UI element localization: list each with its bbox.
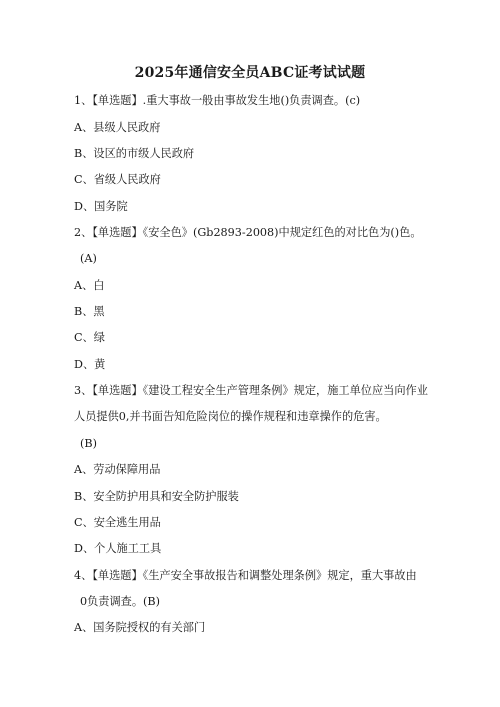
- question-4-stem-line-1: 4、【单选题】《生产安全事故报告和调整处理条例》规定，重大事故由: [74, 569, 417, 582]
- page-title: 2025年通信安全员ABC证考试试题: [134, 65, 366, 81]
- question-2-option-b: B、黑: [74, 305, 105, 318]
- question-1-option-b: B、设区的市级人民政府: [74, 147, 195, 160]
- question-2-answer: (A): [80, 252, 97, 265]
- question-3-option-c: C、安全逃生用品: [74, 516, 161, 529]
- question-2-option-d: D、黄: [74, 358, 106, 371]
- question-3-option-a: A、劳动保障用品: [74, 463, 161, 476]
- question-3-answer: (B): [80, 437, 97, 450]
- question-1-option-a: A、县级人民政府: [74, 121, 161, 134]
- question-3-stem-line-2: 人员提供0,并书面告知危险岗位的操作规程和违章操作的危害。: [74, 410, 387, 423]
- question-3-option-b: B、安全防护用具和安全防护服装: [74, 490, 239, 503]
- question-4-option-a: A、国务院授权的有关部门: [74, 621, 206, 634]
- question-2-stem: 2、【单选题】《安全色》(Gb2893-2008)中规定红色的对比色为()色。: [74, 226, 422, 239]
- question-1-stem: 1、【单选题】.重大事故一般由事故发生地()负责调查。(c): [74, 94, 361, 107]
- question-1-option-c: C、省级人民政府: [74, 173, 161, 186]
- question-2-option-c: C、绿: [74, 331, 105, 344]
- question-2-option-a: A、白: [74, 279, 105, 292]
- question-3-stem-line-1: 3、【单选题】《建设工程安全生产管理条例》规定，施工单位应当向作业: [74, 384, 428, 397]
- question-3-option-d: D、个人施工工具: [74, 542, 162, 555]
- question-1-option-d: D、国务院: [74, 200, 128, 213]
- question-4-stem-line-2: 0负责调查。(B): [80, 595, 161, 608]
